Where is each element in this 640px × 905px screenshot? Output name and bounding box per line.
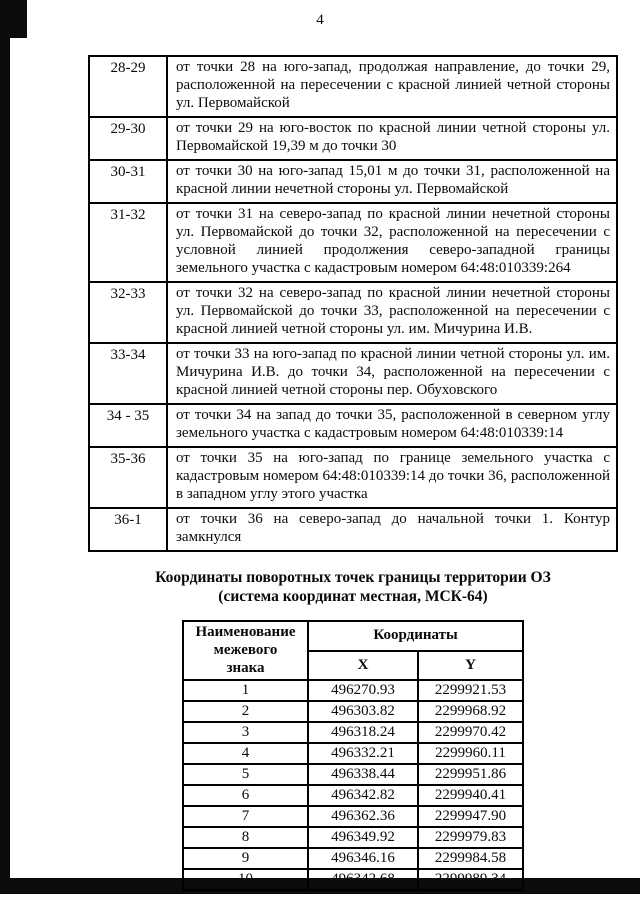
column-header-y: Y <box>418 651 523 681</box>
point-range: 36-1 <box>89 508 167 551</box>
mark-number: 1 <box>183 680 308 701</box>
segment-description: от точки 28 на юго-запад, продолжая направление, до точки 29, расположенной на пересечении с красной линией четной стороны ул. Первомайской <box>167 56 617 117</box>
segment-description: от точки 29 на юго-восток по красной линии четной стороны ул. Первомайской 19,39 м до точки 30 <box>167 117 617 160</box>
coord-x: 496303.82 <box>308 701 418 722</box>
column-header-x: X <box>308 651 418 681</box>
coord-x: 496342.82 <box>308 785 418 806</box>
coord-y: 2299940.41 <box>418 785 523 806</box>
table-row <box>183 680 523 701</box>
table-row <box>89 447 617 508</box>
coord-x: 496342.68 <box>308 869 418 890</box>
mark-number: 6 <box>183 785 308 806</box>
table-row <box>183 869 523 890</box>
coord-x: 496346.16 <box>308 848 418 869</box>
column-header-line: Наименование <box>195 624 296 640</box>
mark-number: 8 <box>183 827 308 848</box>
coord-x: 496349.92 <box>308 827 418 848</box>
mark-number: 2 <box>183 701 308 722</box>
table-row <box>89 404 617 447</box>
point-range: 30-31 <box>89 160 167 203</box>
segment-description: от точки 33 на юго-запад по красной линии четной стороны ул. им. Мичурина И.В. до точки 34, расположенной на пересечении с красной линией четной стороны пер. Обуховского <box>167 343 617 404</box>
table-header-row <box>183 621 523 651</box>
coord-y: 2299921.53 <box>418 680 523 701</box>
scan-edge-left <box>0 0 10 894</box>
coordinates-table <box>182 620 524 891</box>
coord-y: 2299970.42 <box>418 722 523 743</box>
table-row <box>89 343 617 404</box>
segment-description: от точки 36 на северо-запад до начальной точки 1. Контур замкнулся <box>167 508 617 551</box>
segment-description: от точки 31 на северо-запад по красной линии нечетной стороны ул. Первомайской до точки 32, расположенной на пересечении с условной линией продолжения северо-западной границы земельного участка с кадастровым номером 64:48:010339:264 <box>167 203 617 282</box>
segment-description: от точки 35 на юго-запад по границе земельного участка с кадастровым номером 64:48:010339:14 до точки 36, расположенной в западном углу этого участка <box>167 447 617 508</box>
table-row <box>89 117 617 160</box>
page-number: 4 <box>316 12 324 28</box>
coord-y: 2299989.34 <box>418 869 523 890</box>
mark-number: 3 <box>183 722 308 743</box>
table-row <box>183 701 523 722</box>
table-row <box>183 827 523 848</box>
table-row <box>183 848 523 869</box>
table-row <box>89 56 617 117</box>
point-range: 29-30 <box>89 117 167 160</box>
column-header-line: знака <box>226 660 265 676</box>
mark-number: 9 <box>183 848 308 869</box>
point-range: 34 - 35 <box>89 404 167 447</box>
table-row <box>89 508 617 551</box>
table-row <box>183 722 523 743</box>
table-row <box>183 806 523 827</box>
table-row <box>183 785 523 806</box>
coordinates-heading <box>88 568 618 606</box>
boundary-descriptions-table <box>88 55 618 552</box>
coordinates-heading-line1: Координаты поворотных точек границы территории ОЗ <box>155 569 551 586</box>
coord-x: 496362.36 <box>308 806 418 827</box>
coordinates-heading-line2: (система координат местная, МСК-64) <box>218 588 488 605</box>
table-row <box>89 282 617 343</box>
mark-number: 5 <box>183 764 308 785</box>
point-range: 33-34 <box>89 343 167 404</box>
point-range: 32-33 <box>89 282 167 343</box>
coord-y: 2299960.11 <box>418 743 523 764</box>
column-header-coordinates: Координаты <box>308 621 523 651</box>
segment-description: от точки 32 на северо-запад по красной линии нечетной стороны ул. Первомайской до точки 33, расположенной на пересечении с красной линией четной стороны ул. им. Мичурина И.В. <box>167 282 617 343</box>
coord-y: 2299951.86 <box>418 764 523 785</box>
table-row <box>183 743 523 764</box>
point-range: 35-36 <box>89 447 167 508</box>
coord-x: 496270.93 <box>308 680 418 701</box>
table-row <box>89 203 617 282</box>
coord-y: 2299979.83 <box>418 827 523 848</box>
table-row <box>183 764 523 785</box>
column-header-mark-name <box>183 621 308 680</box>
coord-y: 2299968.92 <box>418 701 523 722</box>
coord-y: 2299947.90 <box>418 806 523 827</box>
table-row <box>89 160 617 203</box>
segment-description: от точки 30 на юго-запад 15,01 м до точки 31, расположенной на красной линии нечетной стороны ул. Первомайской <box>167 160 617 203</box>
mark-number: 7 <box>183 806 308 827</box>
segment-description: от точки 34 на запад до точки 35, расположенной в северном углу земельного участка с кадастровым номером 64:48:010339:14 <box>167 404 617 447</box>
mark-number: 4 <box>183 743 308 764</box>
coord-y: 2299984.58 <box>418 848 523 869</box>
point-range: 28-29 <box>89 56 167 117</box>
coord-x: 496338.44 <box>308 764 418 785</box>
coord-x: 496318.24 <box>308 722 418 743</box>
column-header-line: межевого <box>213 642 278 658</box>
point-range: 31-32 <box>89 203 167 282</box>
mark-number: 10 <box>183 869 308 890</box>
document-content <box>88 55 618 891</box>
coord-x: 496332.21 <box>308 743 418 764</box>
